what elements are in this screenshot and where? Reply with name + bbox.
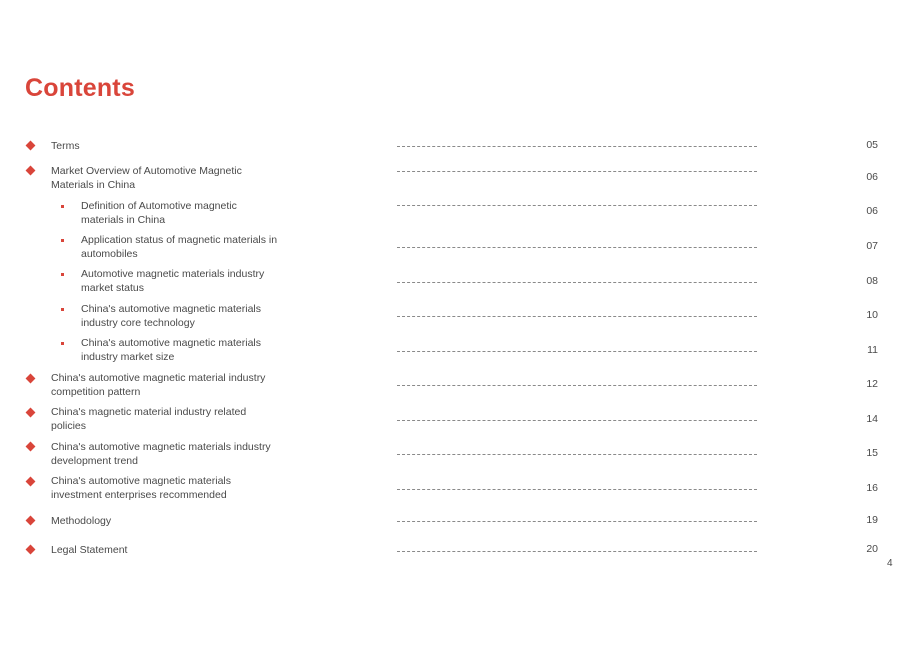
diamond-bullet-icon [26, 141, 36, 151]
dotted-leader [397, 454, 757, 455]
dotted-leader [397, 146, 757, 147]
toc-page-number: 05 [866, 139, 878, 151]
diamond-bullet-icon [26, 516, 36, 526]
dotted-leader [397, 385, 757, 386]
dotted-leader [397, 205, 757, 206]
square-bullet-icon [61, 273, 64, 276]
toc-item-label: Automotive magnetic materials industry market status [81, 268, 265, 294]
diamond-bullet-icon [26, 408, 36, 418]
toc-page-number: 20 [866, 543, 878, 555]
diamond-bullet-icon [26, 477, 36, 487]
diamond-bullet-icon [26, 545, 36, 555]
square-bullet-icon [61, 308, 64, 311]
toc-page-number: 11 [867, 344, 878, 356]
slide-page-number: 4 [887, 558, 893, 569]
toc-item-label: China's automotive magnetic materials industry development trend [51, 441, 271, 467]
diamond-bullet-icon [26, 442, 36, 452]
toc-page-number: 12 [866, 378, 878, 390]
dotted-leader [397, 316, 757, 317]
toc-item-label: Market Overview of Automotive Magnetic Materials in China [51, 165, 242, 191]
toc-item-label: Definition of Automotive magnetic materials in China [81, 200, 237, 226]
toc-page-number: 08 [866, 275, 878, 287]
diamond-bullet-icon [26, 374, 36, 384]
dotted-leader [397, 282, 757, 283]
dotted-leader [397, 171, 757, 172]
square-bullet-icon [61, 342, 64, 345]
toc-item-label: Application status of magnetic materials in automobiles [81, 234, 278, 260]
dotted-leader [397, 351, 757, 352]
toc-item-label: China's automotive magnetic materials industry market size [81, 337, 262, 363]
dotted-leader [397, 551, 757, 552]
diamond-bullet-icon [26, 166, 36, 176]
toc-item-label: Terms [51, 140, 80, 152]
toc-page-number: 14 [866, 413, 878, 425]
toc-item-label: Methodology [51, 515, 112, 527]
toc-page-number: 15 [866, 447, 878, 459]
toc-item-label: China's automotive magnetic materials investment enterprises recommended [51, 475, 232, 501]
toc-page-number: 19 [866, 514, 878, 526]
toc-item-label: Legal Statement [51, 544, 128, 556]
toc-item-label: China's automotive magnetic materials industry core technology [81, 303, 262, 329]
dotted-leader [397, 489, 757, 490]
toc-item-label: China's magnetic material industry related policies [51, 406, 247, 432]
square-bullet-icon [61, 205, 64, 208]
toc-item-label: China's automotive magnetic material industry competition pattern [51, 372, 266, 398]
toc-page-number: 07 [866, 240, 878, 252]
toc-page-number: 10 [866, 309, 878, 321]
dotted-leader [397, 420, 757, 421]
dotted-leader [397, 247, 757, 248]
toc-page-number: 06 [866, 205, 878, 217]
square-bullet-icon [61, 239, 64, 242]
toc-page-number: 06 [866, 171, 878, 183]
page-title: Contents [25, 74, 135, 102]
dotted-leader [397, 521, 757, 522]
toc-page-number: 16 [866, 482, 878, 494]
